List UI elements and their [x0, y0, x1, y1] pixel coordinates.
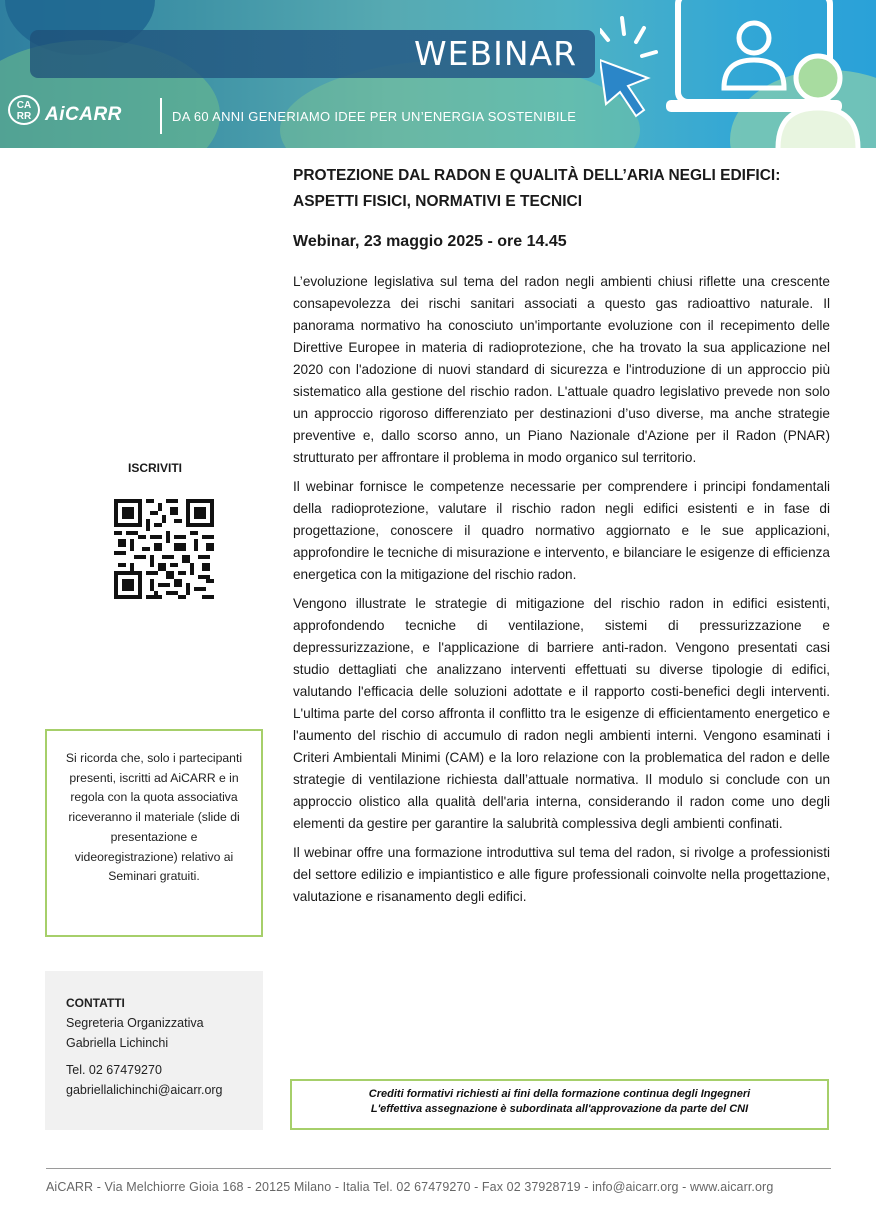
description — [293, 271, 830, 915]
contacts-org: Segreteria Organizzativa — [66, 1016, 204, 1030]
credits-notice — [290, 1079, 829, 1130]
materials-notice — [45, 729, 263, 937]
contacts-name: Gabriella Lichinchi — [66, 1036, 169, 1050]
event-date: Webinar, 23 maggio 2025 - ore 14.45 — [293, 233, 567, 250]
description-paragraph: Il webinar fornisce le competenze necessarie per comprendere i principi fondamentali della radioprotezione, valutare il rischio radon negli edifici esistenti e in fase di progettazione, conoscere il quadro normativo aggiornato e le sue applicazioni, approfondire le tecniche di misurazione e intervento, e bilanciare le esigenze di efficienza energetica con la mitigazione del rischio radon. — [293, 479, 830, 582]
page-title-line: PROTEZIONE DAL RADON E QUALITÀ DELL’ARIA NEGLI EDIFICI: — [293, 167, 781, 184]
page-title-line: ASPETTI FISICI, NORMATIVI E TECNICI — [293, 193, 583, 210]
credits-line: Crediti formativi richiesti ai fini della formazione continua degli Ingegneri — [368, 1088, 751, 1100]
contacts-phone: Tel. 02 67479270 — [66, 1063, 162, 1077]
page-title — [293, 163, 833, 215]
qr-code-icon[interactable] — [114, 499, 214, 599]
contacts-box — [45, 971, 263, 1130]
logo-divider — [160, 98, 162, 134]
credits-line: L'effettiva assegnazione è subordinata all'approvazione da parte del CNI — [370, 1103, 749, 1115]
contacts-title: CONTATTI — [66, 996, 125, 1010]
description-paragraph: L’evoluzione legislativa sul tema del radon negli ambienti chiusi riflette una crescente consapevolezza dei rischi sanitari associati a questo gas radioattivo naturale. Il panorama normativo ha conosciuto un'importante evoluzione con il recepimento delle Direttive Europee in materia di radioprotezione, che ha trovato la sua applicazione nel 2020 con l'adozione di nuovi standard di sicurezza e l'introduzione di un approccio più sistematico alla gestione del rischio radon. L'attuale quadro legislativo prevede non solo un approccio rigoroso differenziato per destinazioni d’uso diverse, ma anche strategie preventive e, dallo scorso anno, un Piano Nazionale d'Azione per il Radon (PNAR) strutturato per affrontare il problema in modo organico sul territorio. — [293, 274, 830, 465]
aicarr-logo-mark: CA RR — [8, 95, 40, 125]
description-paragraph: Il webinar offre una formazione introduttiva sul tema del radon, si rivolge a professionisti del settore edilizio e impiantistico e alle figure professionali coinvolte nella progettazione, valutazione e risanamento degli edifici. — [293, 845, 830, 904]
aicarr-logo: AiCARR — [45, 104, 122, 125]
computer-user-cursor-icon — [600, 0, 876, 148]
footer-contacts: AiCARR - Via Melchiorre Gioia 168 - 20125 Milano - Italia Tel. 02 67479270 - Fax 02 37928719 - info@aicarr.org - www.aicarr.org — [46, 1180, 774, 1194]
banner-title: WEBINAR — [414, 34, 578, 73]
banner-tagline: DA 60 ANNI GENERIAMO IDEE PER UN’ENERGIA SOSTENIBILE — [172, 109, 577, 124]
contacts-email[interactable]: gabriellalichinchi@aicarr.org — [66, 1083, 223, 1097]
footer-divider — [46, 1168, 831, 1169]
header-banner — [0, 0, 876, 148]
description-paragraph: Vengono illustrate le strategie di mitigazione del rischio radon in edifici esistenti, approfondendo tecniche di ventilazione, sistemi di pressurizzazione e depressurizzazione, e l'applicazione di barriere anti-radon. Vengono presentati casi studio dettagliati che analizzano interventi effettuati su diverse tipologie di edifici, valutando l'efficacia delle soluzioni adottate e il rapporto costi-benefici degli interventi. L'ultima parte del corso affronta il conflitto tra le esigenze di efficientamento energetico e l'aumento del rischio di accumulo di radon negli ambienti interni. Vengono esaminati i Criteri Ambientali Minimi (CAM) e la loro relazione con la problematica del radon e delle strategie di ventilazione richiesta dall’attuale normativa. Il modulo si conclude con un approccio olistico alla qualità dell'aria interna, considerando il radon come uno degli elementi da gestire per garantire la salubrità complessiva degli ambienti confinati. — [293, 596, 830, 831]
materials-notice-text: Si ricorda che, solo i partecipanti presenti, iscritti ad AiCARR e in regola con la quota associativa riceveranno il materiale (slide di presentazione e videoregistrazione) relativo ai Seminari gratuiti. — [65, 751, 243, 884]
register-label: ISCRIVITI — [128, 461, 183, 475]
